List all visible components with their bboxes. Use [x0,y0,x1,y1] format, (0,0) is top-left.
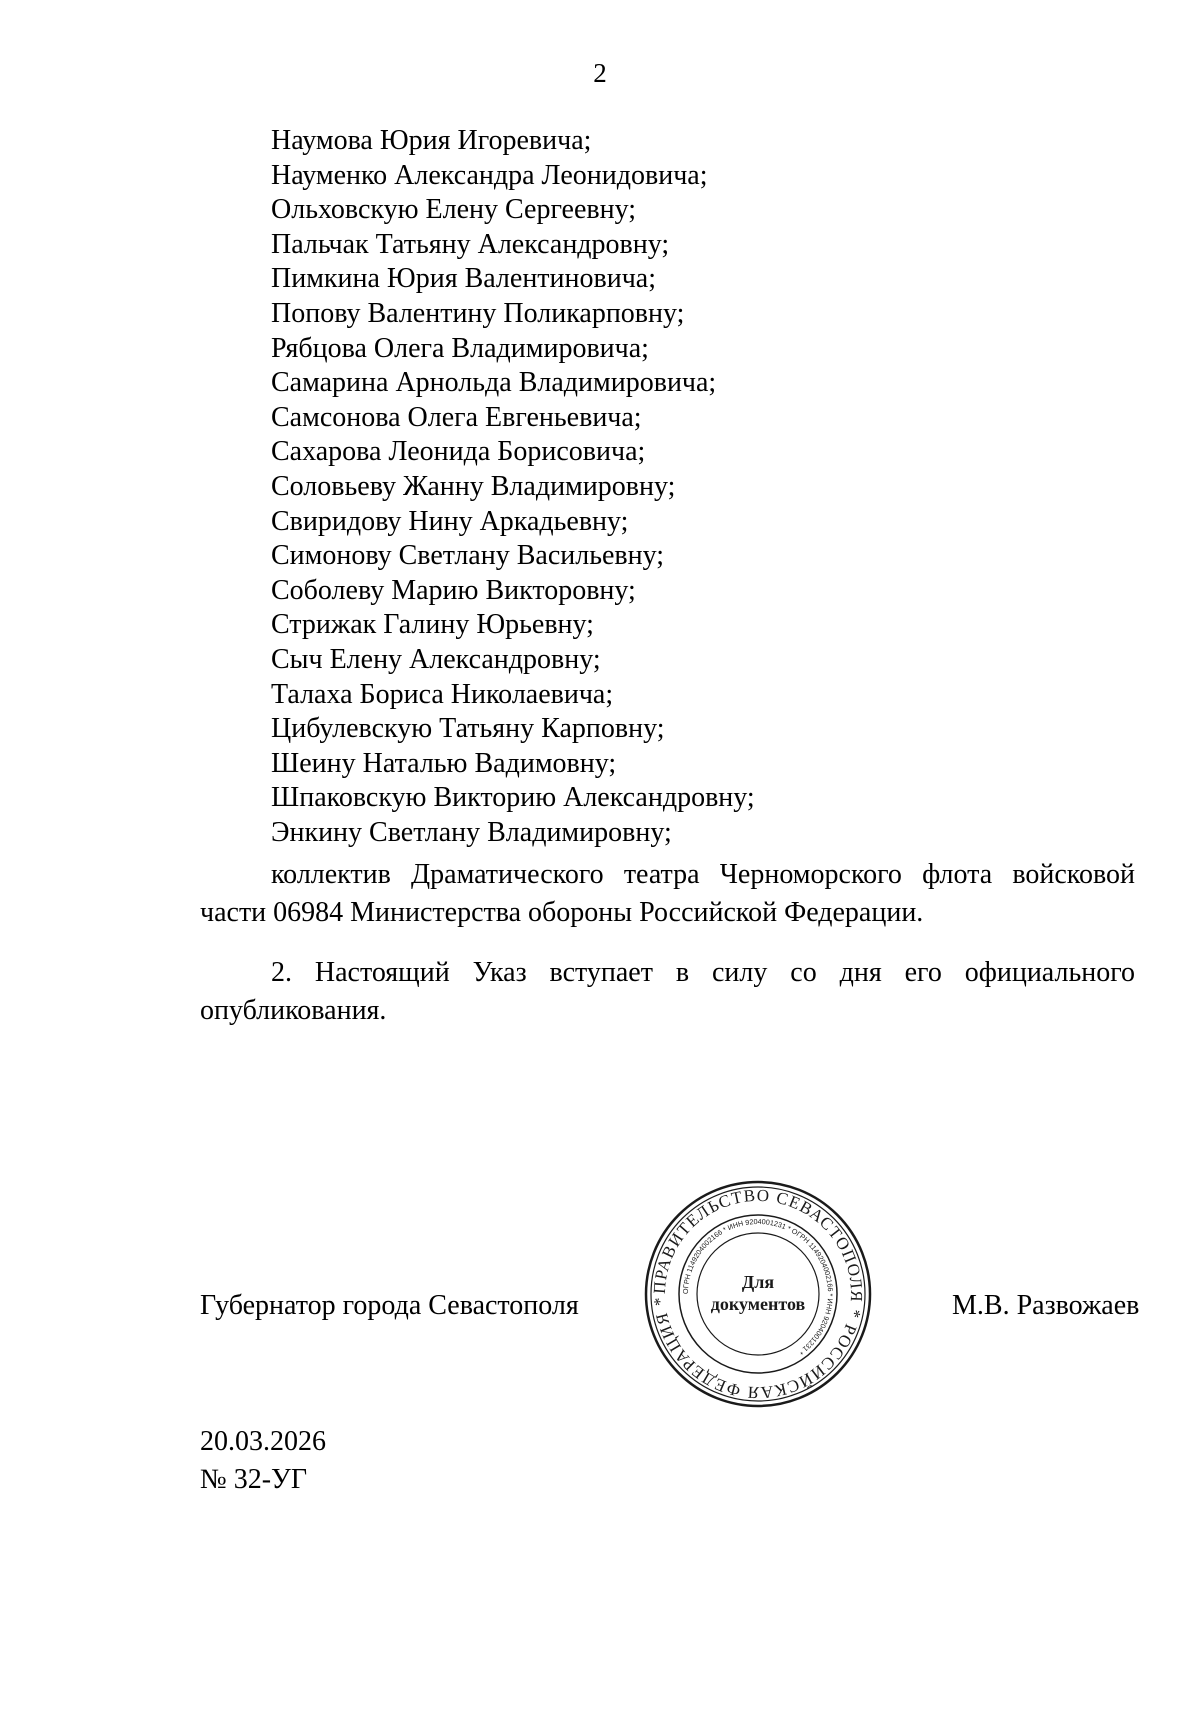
awardee-name: Соболеву Марию Викторовну; [271,574,636,606]
page-number: 2 [593,58,607,88]
awardee-name: Симонову Светлану Васильевну; [271,540,665,572]
document-number: № 32-УГ [200,1464,308,1495]
document-date: 20.03.2026 [200,1426,326,1457]
awardee-name: Науменко Александра Леонидовича; [271,159,708,191]
awardee-name: Самсонова Олега Евгеньевича; [271,401,642,433]
awardee-name: Рябцова Олега Владимировича; [271,332,649,364]
awardee-name: Стрижак Галину Юрьевну; [271,609,594,641]
signer-name: М.В. Развожаев [952,1290,1140,1321]
awardee-name: Цибулевскую Татьяну Карповну; [271,713,665,745]
awardee-name: Шпаковскую Викторию Александровну; [271,782,755,814]
awardee-name: Сыч Елену Александровну; [271,643,601,675]
awardee-name: Энкину Светлану Владимировну; [271,816,672,848]
awardee-list [271,124,755,850]
awardee-name: Свиридову Нину Аркадьевну; [271,505,629,537]
awardee-name: Пальчак Татьяну Александровну; [271,228,670,260]
awardee-name: Наумова Юрия Игоревича; [271,125,592,156]
seal-outer-text: ПРАВИТЕЛЬСТВО СЕВАСТОПОЛЯ * РОССИЙСКАЯ ФЕДЕРАЦИЯ * [649,1185,867,1403]
awardee-name: Ольховскую Елену Сергеевну; [271,194,637,226]
collective-text: коллектив Драматического театра Черноморского флота войсковой части 06984 Министерства обороны Российской Федерации. [200,859,1135,928]
awardee-name: Пимкина Юрия Валентиновича; [271,263,656,295]
signer-title: Губернатор города Севастополя [200,1290,579,1321]
seal-inner-text: ОГРН 1149204002166 * ИНН 9204001231 * ОГРН 1149204002166 * ИНН 9204001231 * [680,1216,836,1357]
clause-text: 2. Настоящий Указ вступает в силу со дня его официального опубликования. [200,957,1135,1026]
collective-paragraph [200,856,1135,932]
awardee-name: Талаха Бориса Николаевича; [271,678,614,710]
seal-center-line2: документов [710,1294,806,1314]
seal-center-line1: Для [741,1272,775,1292]
awardee-name: Шеину Наталью Вадимовну; [271,747,617,779]
awardee-name: Соловьеву Жанну Владимировну; [271,470,676,502]
awardee-name: Самарина Арнольда Владимировича; [271,367,717,399]
clause-paragraph [200,954,1135,1030]
official-seal [642,1178,874,1410]
awardee-name: Попову Валентину Поликарповну; [271,297,685,329]
awardee-name: Сахарова Леонида Борисовича; [271,436,646,468]
